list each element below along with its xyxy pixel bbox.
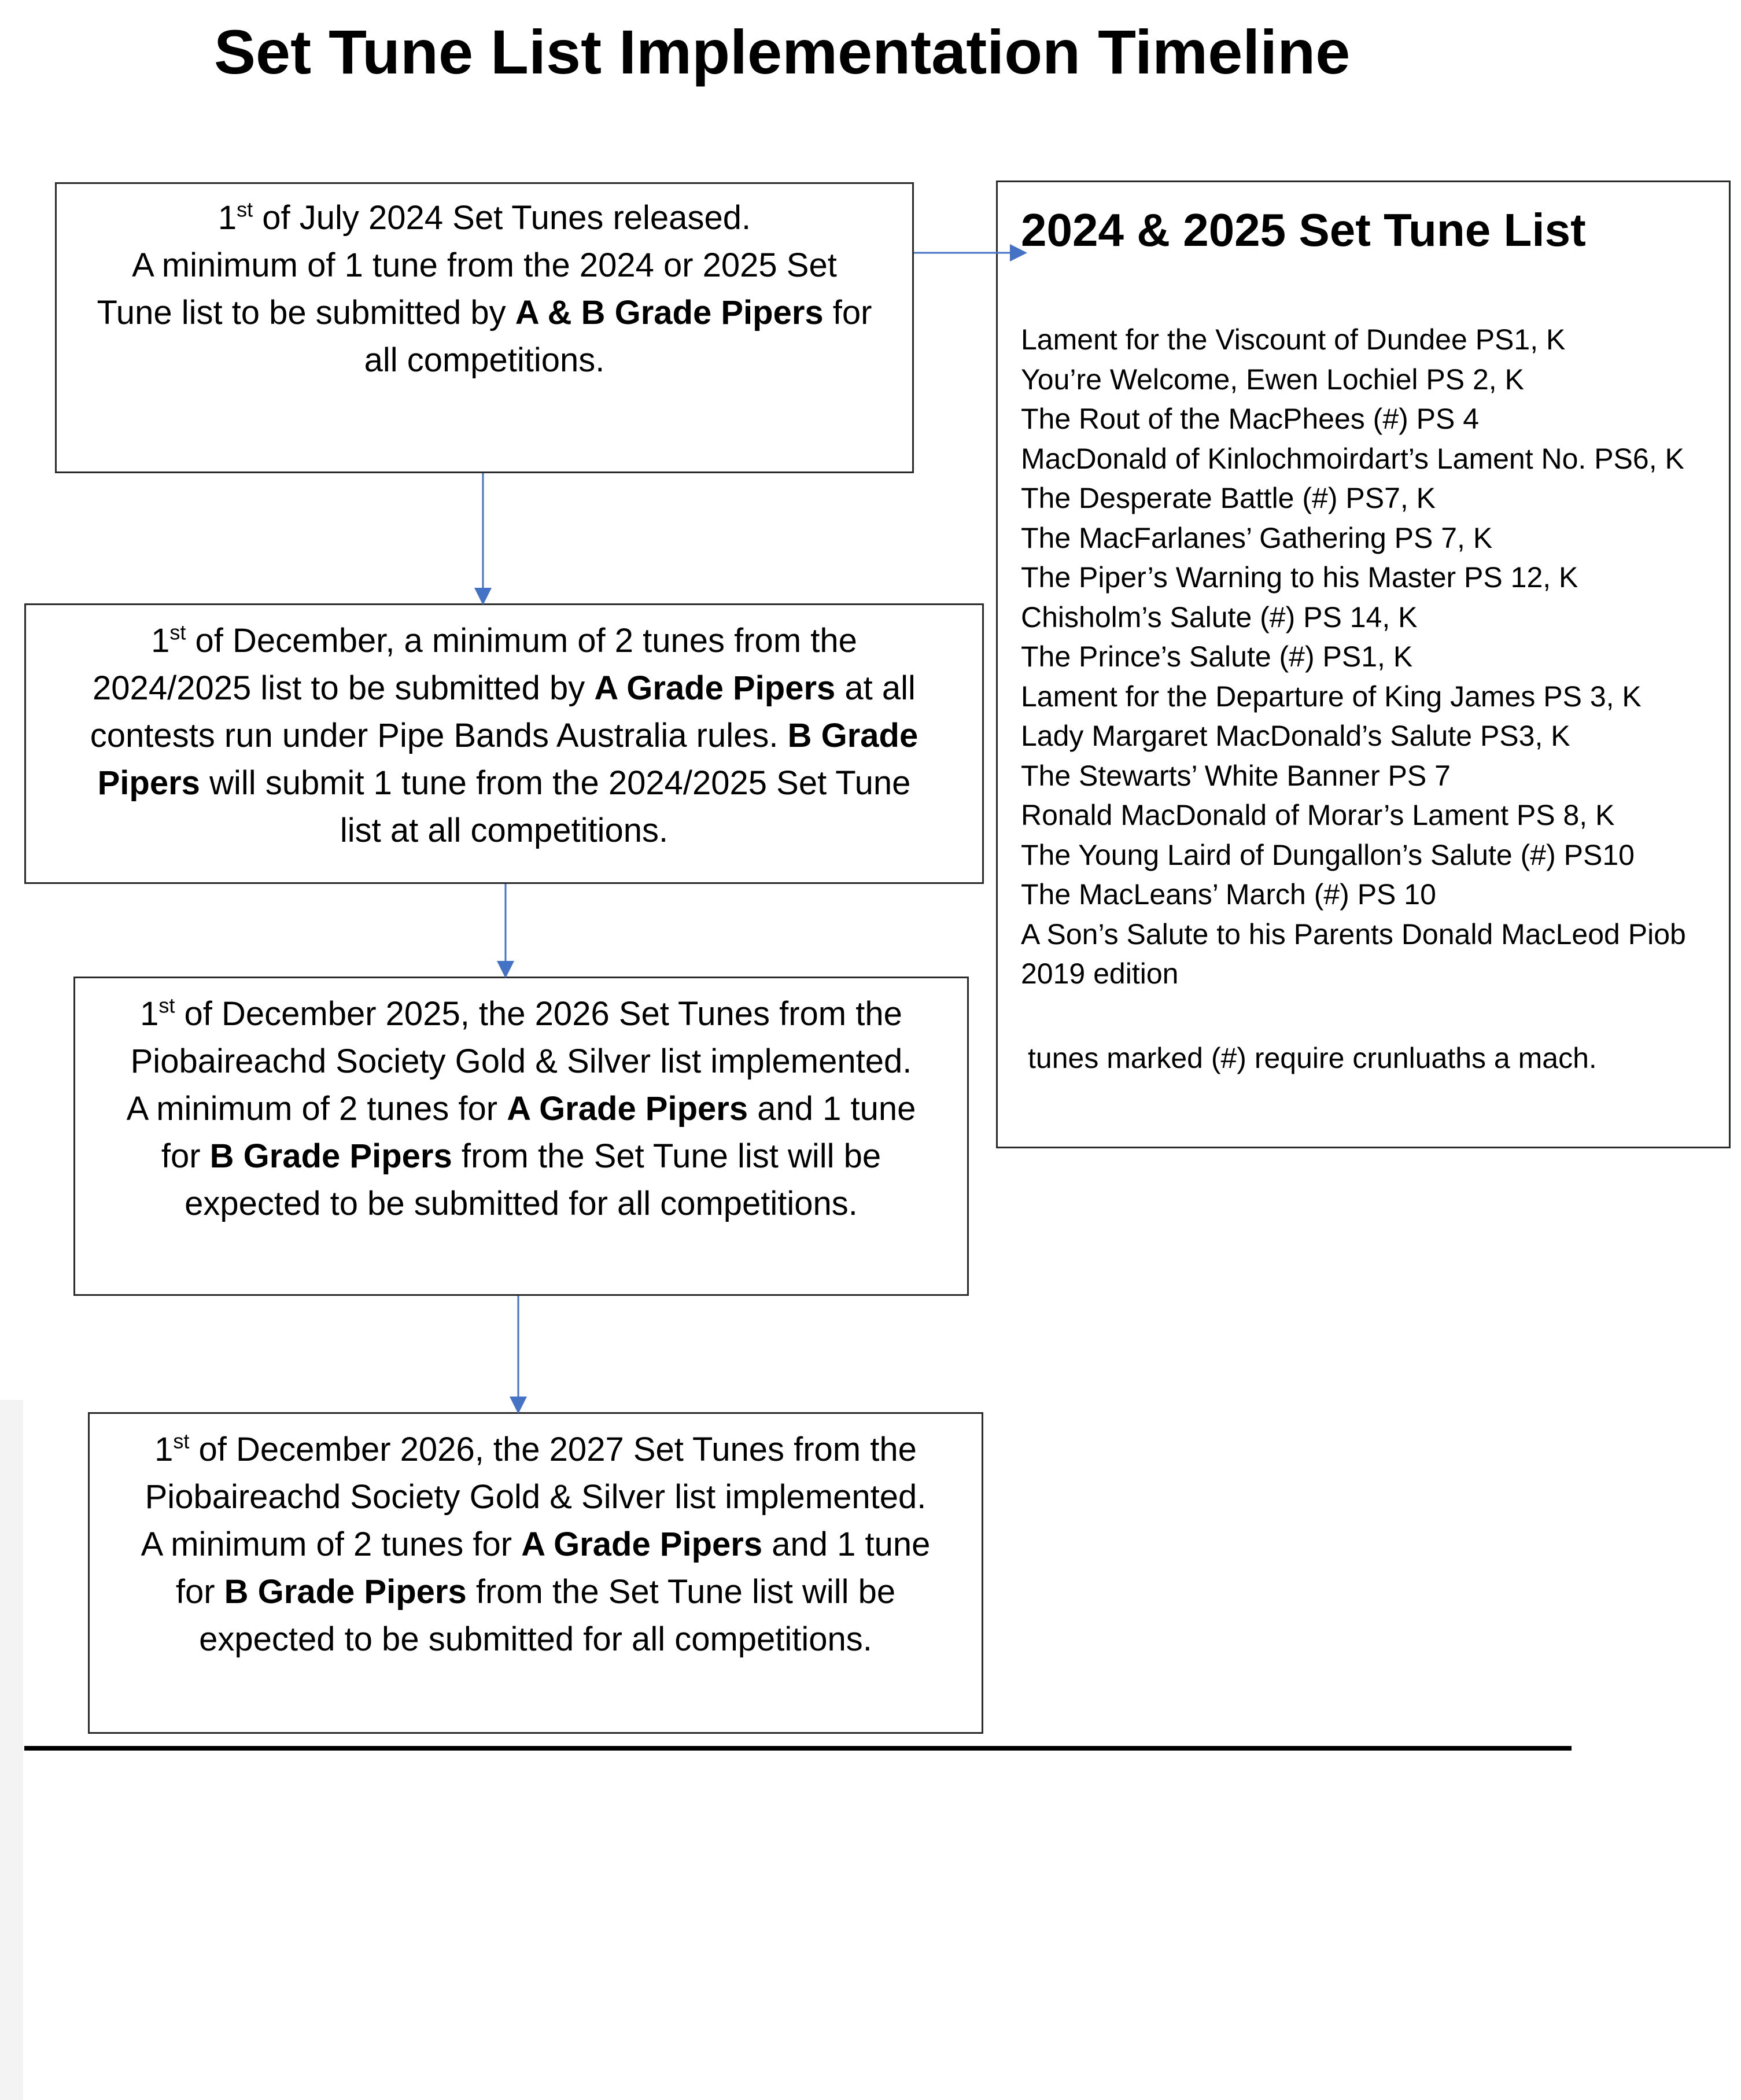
tune-list-item: Ronald MacDonald of Morar’s Lament PS 8, K bbox=[1021, 799, 1615, 831]
ordinal: 1 bbox=[217, 199, 237, 237]
tune-list-item: Lady Margaret MacDonald’s Salute PS3, K bbox=[1021, 720, 1570, 752]
text-line: for bbox=[175, 1573, 224, 1611]
text-line: A minimum of 1 tune from the 2024 or 2025 Set bbox=[132, 246, 837, 284]
tune-list-item: Chisholm’s Salute (#) PS 14, K bbox=[1021, 600, 1418, 633]
timeline-box-december-2026 bbox=[88, 1412, 983, 1734]
text-line: list at all competitions. bbox=[340, 812, 669, 849]
tune-list-item: Lament for the Viscount of Dundee PS1, K bbox=[1021, 323, 1566, 356]
text-line: for bbox=[161, 1137, 210, 1175]
text-line: from the Set Tune list will be bbox=[452, 1137, 881, 1175]
text-line: 2024/2025 list to be submitted by bbox=[93, 669, 595, 707]
text-line: Tune list to be submitted by bbox=[97, 294, 515, 331]
timeline-box-text bbox=[26, 617, 982, 854]
text-line: of December 2025, the 2026 Set Tunes from the bbox=[175, 995, 902, 1033]
tune-list-item: Lament for the Departure of King James PS 3, K bbox=[1021, 680, 1642, 713]
grade-emphasis: A Grade Pipers bbox=[507, 1090, 748, 1128]
left-margin-strip bbox=[0, 1400, 23, 2100]
text-line: and 1 tune bbox=[748, 1090, 916, 1128]
grade-emphasis: B Grade Pipers bbox=[209, 1137, 452, 1175]
grade-emphasis: B Grade Pipers bbox=[224, 1573, 467, 1611]
tune-list-item: The MacLeans’ March (#) PS 10 bbox=[1021, 878, 1436, 911]
ordinal-suffix: st bbox=[237, 197, 253, 222]
text-line: expected to be submitted for all competitions. bbox=[185, 1185, 858, 1222]
timeline-box-july-2024 bbox=[55, 182, 914, 473]
ordinal-suffix: st bbox=[158, 993, 175, 1018]
set-tune-list-box bbox=[996, 180, 1731, 1148]
timeline-box-december-2024 bbox=[24, 603, 984, 884]
timeline-box-text bbox=[90, 1426, 982, 1663]
grade-emphasis: A Grade Pipers bbox=[521, 1526, 763, 1563]
grade-emphasis: A Grade Pipers bbox=[594, 669, 836, 707]
text-line: for bbox=[823, 294, 872, 331]
timeline-box-december-2025 bbox=[73, 977, 969, 1296]
text-line: Piobaireachd Society Gold & Silver list implemented. bbox=[145, 1478, 927, 1516]
text-line: from the Set Tune list will be bbox=[466, 1573, 896, 1611]
tune-list-item: The Young Laird of Dungallon’s Salute (#) PS10 bbox=[1021, 838, 1635, 871]
tune-list-item: The Piper’s Warning to his Master PS 12, K bbox=[1021, 561, 1578, 594]
tune-list-item: The Desperate Battle (#) PS7, K bbox=[1021, 482, 1436, 514]
text-line: all competitions. bbox=[364, 341, 605, 379]
tune-list-item: The Prince’s Salute (#) PS1, K bbox=[1021, 640, 1413, 673]
text-line: expected to be submitted for all competitions. bbox=[199, 1620, 872, 1658]
ordinal-suffix: st bbox=[173, 1429, 190, 1453]
tune-list-item: You’re Welcome, Ewen Lochiel PS 2, K bbox=[1021, 363, 1524, 396]
timeline-box-text bbox=[75, 990, 967, 1228]
ordinal: 1 bbox=[154, 1431, 174, 1468]
ordinal-suffix: st bbox=[169, 620, 186, 644]
set-tune-list-title: 2024 & 2025 Set Tune List bbox=[1021, 204, 1586, 256]
grade-emphasis: A & B Grade Pipers bbox=[515, 294, 824, 331]
text-line: and 1 tune bbox=[762, 1526, 931, 1563]
tune-list-item: The Stewarts’ White Banner PS 7 bbox=[1021, 759, 1451, 792]
tune-list-item: The Rout of the MacPhees (#) PS 4 bbox=[1021, 403, 1480, 435]
text-line: at all bbox=[835, 669, 916, 707]
grade-emphasis: Pipers bbox=[97, 764, 200, 802]
baseline-rule bbox=[24, 1746, 1572, 1751]
ordinal: 1 bbox=[151, 622, 170, 660]
timeline-box-text bbox=[57, 194, 912, 384]
page-title: Set Tune List Implementation Timeline bbox=[214, 17, 1351, 87]
tune-list-item: The MacFarlanes’ Gathering PS 7, K bbox=[1021, 521, 1493, 554]
set-tune-list-footnote: tunes marked (#) require crunluaths a mach. bbox=[1028, 1042, 1597, 1074]
text-line: of July 2024 Set Tunes released. bbox=[253, 199, 751, 237]
text-line: of December 2026, the 2027 Set Tunes from the bbox=[189, 1431, 917, 1468]
text-line: will submit 1 tune from the 2024/2025 Set Tune bbox=[200, 764, 911, 802]
text-line: A minimum of 2 tunes for bbox=[141, 1526, 522, 1563]
tune-list-item: A Son’s Salute to his Parents Donald MacLeod Piob 2019 edition bbox=[1021, 918, 1686, 990]
tune-list-item: MacDonald of Kinlochmoirdart’s Lament No. PS6, K bbox=[1021, 442, 1684, 475]
grade-emphasis: B Grade bbox=[787, 717, 919, 754]
text-line: Piobaireachd Society Gold & Silver list implemented. bbox=[130, 1042, 912, 1080]
set-tune-list bbox=[1021, 320, 1727, 994]
text-line: of December, a minimum of 2 tunes from the bbox=[186, 622, 857, 660]
ordinal: 1 bbox=[140, 995, 159, 1033]
text-line: contests run under Pipe Bands Australia rules. bbox=[90, 717, 788, 754]
text-line: A minimum of 2 tunes for bbox=[126, 1090, 507, 1128]
